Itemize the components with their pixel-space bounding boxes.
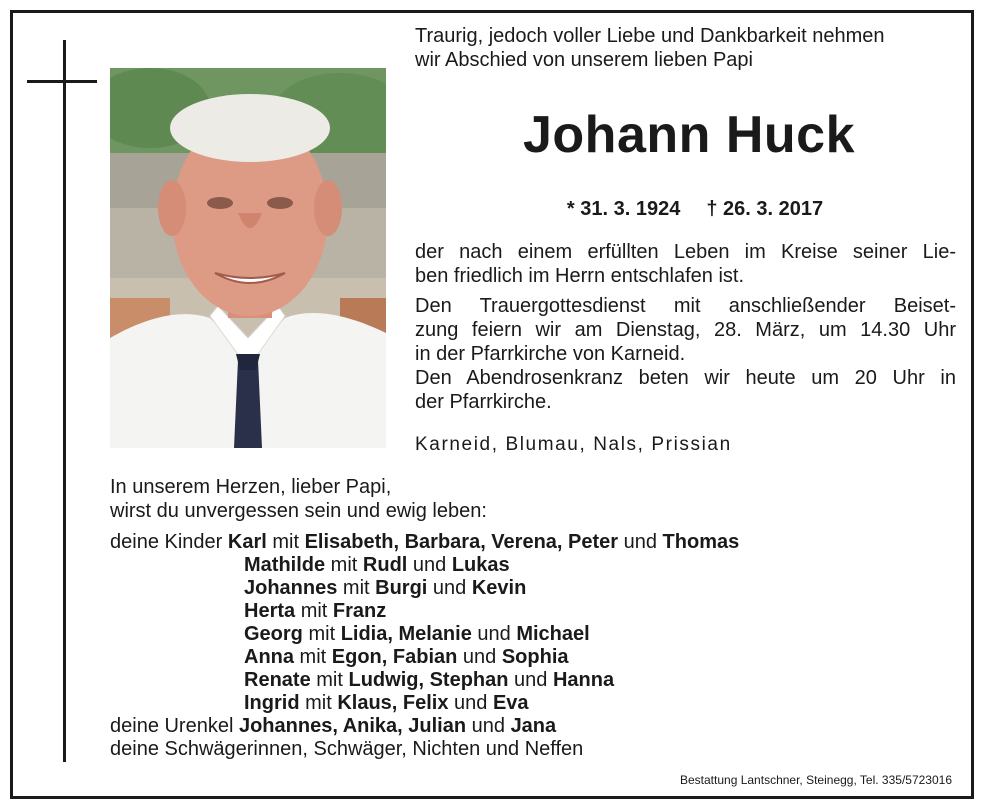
family-row [110, 554, 950, 577]
family-row [110, 623, 950, 646]
family-text: deine Urenkel [110, 715, 239, 737]
cross-icon [63, 40, 66, 762]
family-text: mit [302, 623, 341, 645]
family-text: mit [295, 600, 333, 622]
text-line: Den Abendrosenkranz beten wir heute um 20 Uhr in [415, 367, 956, 389]
passing-paragraph [415, 240, 956, 288]
family-name: Johannes, Anika, Julian [238, 715, 467, 737]
family-text: mit [337, 577, 376, 599]
family-name: Ludwig, Stephan [348, 669, 509, 691]
places-line: Karneid, Blumau, Nals, Prissian [415, 434, 732, 455]
family-name: Eva [492, 692, 529, 714]
family-name: Anna [244, 646, 294, 668]
family-name: Renate [244, 669, 311, 691]
text-line: ben friedlich im Herrn entschlafen ist. [415, 265, 745, 287]
family-text: und [618, 531, 663, 553]
family-name: Mathilde [244, 554, 326, 576]
family-name: Lidia, Melanie [340, 623, 472, 645]
family-text: und [471, 623, 517, 645]
family-row [110, 669, 950, 692]
family-text: mit [299, 692, 338, 714]
family-text: mit [294, 646, 332, 668]
family-name: Klaus, Felix [337, 692, 449, 714]
family-name: Jana [510, 715, 557, 737]
portrait-photo [110, 68, 386, 448]
family-name: Burgi [375, 577, 428, 599]
family-name: Elisabeth, Barbara, Verena, Peter [304, 531, 619, 553]
family-row [110, 692, 950, 715]
intro-line: Traurig, jedoch voller Liebe und Dankbarkeit nehmen [415, 25, 885, 47]
family-text: und [508, 669, 553, 691]
family-text: und [407, 554, 452, 576]
text-line: Den Trauergottesdienst mit anschließender Beiset- [415, 295, 956, 317]
deceased-name: Johann Huck [523, 106, 855, 164]
family-name: Sophia [501, 646, 569, 668]
family-list [110, 531, 950, 761]
family-name: Herta [244, 600, 296, 622]
family-name: Franz [332, 600, 387, 622]
family-name: Hanna [552, 669, 615, 691]
text-line: zung feiern wir am Dienstag, 28. März, um 14.30 Uhr [415, 319, 956, 341]
death-date: † 26. 3. 2017 [706, 198, 824, 220]
family-name: Rudl [362, 554, 408, 576]
family-name: Georg [244, 623, 303, 645]
service-paragraph [415, 294, 956, 414]
heart-line: In unserem Herzen, lieber Papi, [110, 476, 392, 498]
family-row [110, 577, 950, 600]
family-text: deine Schwägerinnen, Schwäger, Nichten und Neffen [110, 738, 584, 760]
family-name: Thomas [662, 531, 740, 553]
birth-date: * 31. 3. 1924 [566, 198, 681, 220]
family-name: Ingrid [244, 692, 300, 714]
family-text: und [448, 692, 493, 714]
family-name: Kevin [471, 577, 527, 599]
family-row [110, 531, 950, 554]
family-name: Lukas [451, 554, 510, 576]
family-row [110, 646, 950, 669]
family-text: und [466, 715, 511, 737]
family-name: Egon, Fabian [331, 646, 458, 668]
family-row [110, 600, 950, 623]
life-dates [415, 197, 955, 221]
intro-line: wir Abschied von unserem lieben Papi [415, 49, 753, 71]
family-text: mit [266, 531, 305, 553]
intro-text [415, 24, 955, 72]
text-line: der nach einem erfüllten Leben im Kreise seiner Lie- [415, 241, 956, 263]
heart-line: wirst du unvergessen sein und ewig leben: [110, 500, 487, 522]
family-text: und [457, 646, 502, 668]
family-name: Johannes [244, 577, 338, 599]
family-text: und [427, 577, 472, 599]
cross-icon-bar [27, 80, 97, 83]
family-name: Michael [516, 623, 590, 645]
family-text: deine Kinder [110, 531, 228, 553]
heart-text [110, 475, 710, 523]
family-row [110, 738, 950, 761]
family-text: mit [325, 554, 363, 576]
text-line: der Pfarrkirche. [415, 391, 552, 413]
text-line: in der Pfarrkirche von Karneid. [415, 343, 686, 365]
funeral-home-credit: Bestattung Lantschner, Steinegg, Tel. 335/5723016 [680, 773, 952, 787]
family-row [110, 715, 950, 738]
family-name: Karl [227, 531, 267, 553]
family-text: mit [310, 669, 349, 691]
